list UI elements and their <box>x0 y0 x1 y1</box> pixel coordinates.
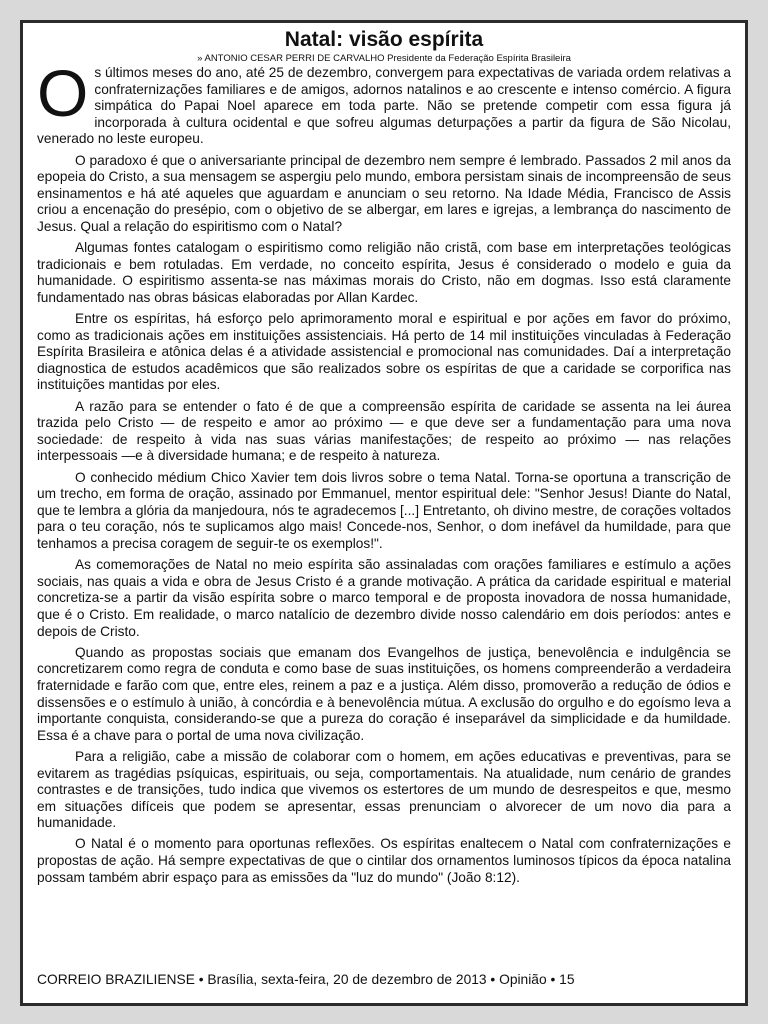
article-paragraph: As comemorações de Natal no meio espírita são assinaladas com orações familiares e estímulo a ações sociais, nas quais a vida e obra de Jesus Cristo é a grande motivação. A prática da caridade espiritual e material concretiza-se a partir da visão espírita sobre o marco temporal e de proposta inovadora de nossa humanidade, que é o Cristo. Em realidade, o marco natalício de dezembro divide nosso calendário em dois períodos: antes e depois de Cristo. <box>37 557 731 639</box>
byline-prefix: » <box>197 53 205 64</box>
article-paragraph: Para a religião, cabe a missão de colaborar com o homem, em ações educativas e preventivas, para se evitarem as tragédias psíquicas, espirituais, ou seja, comportamentais. Na atualidade, num cenário de grandes contrastes e de transições, tudo indica que vivemos os estertores de um mundo de desrespeitos e que, mesmo em situações difíceis que podem se apresentar, essas prenunciam o alvorecer de um novo dia para a humanidade. <box>37 748 731 831</box>
article-paragraph: O conhecido médium Chico Xavier tem dois livros sobre o tema Natal. Torna-se oportuna a transcrição de um trecho, em forma de oração, assinado por Emmanuel, mentor espiritual dele: "Senhor Jesus! Diante do Natal, que te lembra a glória da manjedoura, nós te agradecemos [...] Entretanto, oh divino mestre, de corações voltados para o teu coração, nós te suplicamos algo mais! Concede-nos, Senhor, o dom inefável da humildade, para que tenhamos a precisa coragem de seguir-te os exemplos!". <box>37 469 731 551</box>
byline-author: ANTONIO CESAR PERRI DE CARVALHO <box>204 53 385 64</box>
article-paragraph: O Natal é o momento para oportunas reflexões. Os espíritas enaltecem o Natal com confraternizações e propostas de ação. Há sempre expectativas de que o cintilar dos ornamentos luminosos típicos da época natalina possam também abrir espaço para as emissões da "luz do mundo" (João 8:12). <box>37 836 731 885</box>
article-paragraph: Algumas fontes catalogam o espiritismo como religião não cristã, com base em interpretações teológicas tradicionais e bem rotuladas. Em verdade, no conceito espírita, Jesus é considerado o modelo e guia da humanidade. O espiritismo assenta-se nas máximas morais do Cristo, não em dogmas. Isso está claramente fundamentado nas obras básicas elaboradas por Allan Kardec. <box>37 240 731 305</box>
article-paragraph: A razão para se entender o fato é de que a compreensão espírita de caridade se assenta na lei áurea trazida pelo Cristo — de respeito e amor ao próximo — e que deve ser a fundamentação para uma nova sociedade: de respeito à vida nas suas várias manifestações; de respeito ao próximo — nas relações interpessoais —e à diversidade humana; e de respeito à natureza. <box>37 398 731 464</box>
page-frame <box>20 20 748 1006</box>
article-paragraph: Entre os espíritas, há esforço pelo aprimoramento moral e espiritual e por ações em favor do próximo, como as tradicionais ações em instituições assistenciais. Há perto de 14 mil instituições vinculadas à Federação Espírita Brasileira e atônica delas é a atividade assistencial e promocional nas comunidades. Daí a interpretação diagnostica de estudos acadêmicos que são realizados sobre os espíritas de que a caridade se corporifica nas instituições mantidas por eles. <box>37 311 731 393</box>
article-title: Natal: visão espírita <box>284 28 484 51</box>
page-content <box>37 27 731 999</box>
article-paragraph: Quando as propostas sociais que emanam dos Evangelhos de justiça, benevolência e indulgência se concretizarem como regra de conduta e como base de suas instituições, os homens compreenderão a verdadeira fraternidade e farão com que, entre eles, reinem a paz e a justiça. Além disso, promoverão a redução de ódios e dissensões e o estímulo à união, à concórdia e à benevolência mútua. A exclusão do orgulho e do egoísmo leva a importante conquista, considerando-se que a pureza do coração é inseparável da simplicidade e da humildade. Essa é a chave para o portal de uma nova civilização. <box>37 644 731 743</box>
paragraph-text: s últimos meses do ano, até 25 de dezembro, convergem para expectativas de variada ordem relativas a confraternizações familiares e de amigos, adornos natalinos e ao crescente e intenso comércio. A figura simpática do Papai Noel aparece em toda parte. Não se pretende competir com essa figura já incorporada à cultura ocidental e que sofreu algumas deturpações a partir da figura de São Nicolau, venerado no leste europeu. <box>37 65 731 147</box>
drop-cap: O <box>37 56 89 130</box>
byline <box>37 53 731 65</box>
byline-role: Presidente da Federação Espírita Brasileira <box>384 53 571 64</box>
publication-footer: CORREIO BRAZILIENSE • Brasília, sexta-feira, 20 de dezembro de 2013 • Opinião • 15 <box>37 972 575 987</box>
article-paragraph: O paradoxo é que o aniversariante principal de dezembro nem sempre é lembrado. Passados 2 mil anos da epopeia do Cristo, a sua mensagem se aspergiu pelo mundo, embora persistam sinais de incompreensão de seus ensinamentos e há até aqueles que aguardam e anunciam o seu retorno. Na Idade Média, Francisco de Assis criou a encenação do presépio, com o objetivo de se albergar, em lares e igrejas, a lembrança do nascimento de Jesus. Qual a relação do espiritismo com o Natal? <box>37 152 731 234</box>
